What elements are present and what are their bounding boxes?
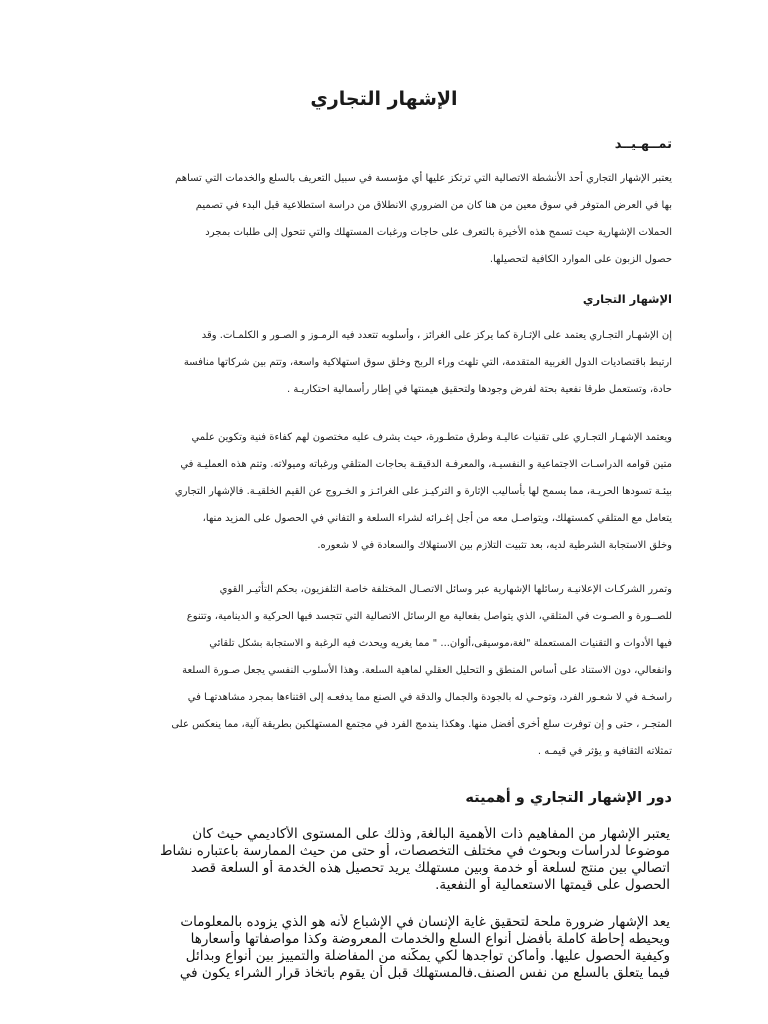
text-line: يتعامل مع المتلقي كمستهلك، ويتواصـل معه من أجل إغـرائه لشراء السلعة و التفاني في الحصول على المزيد منها، <box>202 513 672 524</box>
text-line: إن الإشهـار التجـاري يعتمد على الإثـارة كما يركز على الغرائز ، وأسلوبه تتعدد فيه الرمـوز و الصـور و الكلمـات. وقد <box>201 330 672 341</box>
intro-paragraph <box>96 165 672 273</box>
section2-paragraph-1 <box>92 826 670 894</box>
text-line: ارتبط باقتصاديات الدول الغربية المتقدمة، التي تلهث وراء الربح وخلق سوق استهلاكية واسعة، وتتم بين شركاتها منافسة <box>183 357 672 368</box>
text-line: حادة، وتستعمل طرقا نفعية بحتة لفرض وجودها ولتحقيق هيمنتها في إطار رأسمالية احتكاريـة . <box>287 384 672 395</box>
text-line: راسخـة في لا شعـور الفرد، وتوحـي له بالجودة والجمال والدقة في الصنع مما يدفعـه إلى اقتناءها بمجرد مشاهدتهـا في <box>187 692 672 703</box>
text-line: يعد الإشهار ضرورة ملحة لتحقيق غاية الإنسان في الإشباع لأنه هو الذي يزوده بالمعلومات <box>180 914 670 930</box>
text-line: الحصول على قيمتها الاستعمالية أو النفعية. <box>435 877 670 893</box>
text-line: الحملات الإشهارية حيث تسمح هذه الأخيرة بالتعرف على حاجات ورغبات المستهلك والتي تتحول إلى طلبات بمجرد <box>205 227 672 238</box>
text-line: بها في العرض المتوفر في سوق معين من هنا كان من الضروري الانطلاق من دراسة استطلاعية قبل البدء في تصميم <box>195 200 672 211</box>
section2-paragraph-2 <box>92 914 670 982</box>
text-line: فيما يتعلق بالسلع من نفس الصنف.فالمستهلك قبل أن يقوم باتخاذ قرار الشراء يكون في <box>179 965 670 981</box>
text-line: وخلق الاستجابة الشرطية لديه، بعد تثبيت التلازم بين الاستهلاك والسعادة في لا شعوره. <box>317 540 672 551</box>
text-line: تمثلاته الثقافية و يؤثر في قيمـه . <box>537 746 672 757</box>
section-heading-role-importance: دور الإشهار التجاري و أهميته <box>465 790 672 806</box>
text-line: موضوعا لدراسات وبحوث في مختلف التخصصات، أو حتى من حيث الممارسة باعتباره نشاط <box>160 843 670 859</box>
section1-paragraph-1 <box>96 322 672 403</box>
text-line: اتصالي بين منتج لسلعة أو خدمة وبين مستهلك يريد تحصيل هذه الخدمة أو السلعة قصد <box>190 860 670 876</box>
section1-paragraph-2 <box>96 424 672 559</box>
intro-heading: تمــهـيــد <box>614 137 672 152</box>
text-line: يعتبر الإشهار من المفاهيم ذات الأهمية البالغة, وذلك على المستوى الأكاديمي حيث كان <box>192 826 670 842</box>
text-line: وتمرر الشركـات الإعلانيـة رسائلها الإشهارية عبر وسائل الاتصـال المختلفة خاصة التلفزيون، بحكم التأثيـر القوي <box>219 584 672 595</box>
text-line: حصول الزبون على الموارد الكافية لتحصيلها. <box>489 254 672 265</box>
text-line: للصــورة و الصـوت في المتلقي، الذي يتواصل بفعالية مع الرسائل الاتصالية التي تتجسد فيها الحركية و الدينامية، وتتنوع <box>186 611 672 622</box>
text-line: المتجـر ، حتى و إن توفرت سلع أخرى أفضل منها. وهكذا يندمج الفرد في مجتمع المستهلكين بطريقة آلية، مما ينعكس على <box>171 719 672 730</box>
text-line: فيها الأدوات و التقنيات المستعملة "لغة،موسيقى،ألوان... " مما يغريه ويحدث فيه الرغبة و الاستجابة بشكل تلقائي <box>209 638 672 649</box>
text-line: وانفعالي، دون الاستناد على أساس المنطق و التحليل العقلي لماهية السلعة. وهذا الأسلوب النفسي يجعل صـورة السلعة <box>182 665 672 676</box>
text-line: يعتبر الإشهار التجاري أحد الأنشطة الاتصالية التي ترتكز عليها أي مؤسسة في سبيل التعريف بالسلع والخدمات التي تساهم <box>175 173 672 184</box>
document-title: الإشهار التجاري <box>310 88 458 110</box>
section-heading-commercial-advertising: الإشهار التجاري <box>582 292 672 306</box>
section1-paragraph-3 <box>96 576 672 765</box>
text-line: متين قوامه الدراسـات الاجتماعية و النفسيـة، والمعرفـة الدقيقـة بحاجات المتلقي ورغباته وميولاته. وتتم هذه العمليـة في <box>180 459 672 470</box>
text-line: ويعتمد الإشهـار التجـاري على تقنيات عاليـة وطرق متطـورة، حيث يشرف عليه مختصون لهم كفاءة فنية وتكوين علمي <box>191 432 672 443</box>
text-line: وكيفية الحصول عليها. وأماكن تواجدها لكي يمكّنه من المفاضلة والتمييز بين أنواع وبدائل <box>185 948 670 964</box>
text-line: بيئـة تسودها الحريـة، مما يسمح لها بأساليب الإثارة و التركيـز على الغرائـز و الخـروج عن القيم الخلقيـة. فالإشهار التجاري <box>174 486 672 497</box>
text-line: ويحيطه إحاطة كاملة بأفضل أنواع السلع والخدمات المعروضة وكذا مواصفاتها وأسعارها <box>190 931 670 947</box>
